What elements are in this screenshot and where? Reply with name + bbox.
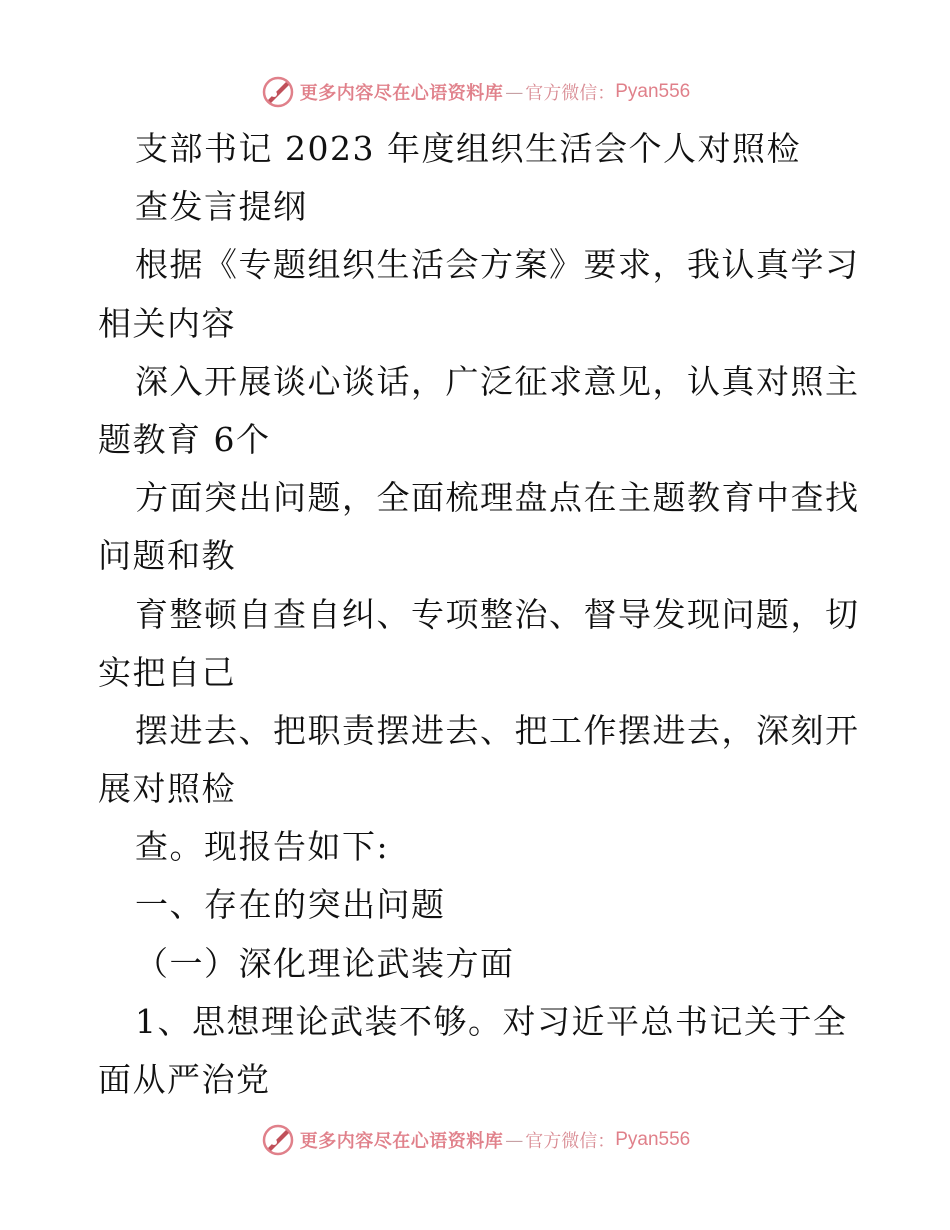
watermark-brand: 更多内容尽在心语资料库 [299,1131,504,1152]
document-line: 题教育 6个 [98,419,271,459]
watermark-wechat-label: 官方微信： [525,83,616,104]
watermark-wechat-id: Pyan556 [615,81,691,102]
document-line: 查发言提纲 [135,187,308,227]
document-line: 根据《专题组织生活会方案》要求，我认真学习 [135,245,860,285]
document-line: 面从严治党 [98,1060,271,1099]
document-line: 方面突出问题，全面梳理盘点在主题教育中查找 [135,478,860,518]
document-line: 育整顿自查自纠、专项整治、督导发现问题，切 [135,594,860,634]
document-line: 问题和教 [98,536,236,576]
pen-circle-logo-icon [260,1122,296,1158]
document-line: 摆进去、把职责摆进去、把工作摆进去，深刻开 [135,710,860,750]
document-line: （一）深化理论武装方面 [135,943,515,983]
document-line: 实把自己 [98,652,236,692]
watermark-brand: 更多内容尽在心语资料库 [299,83,504,104]
document-line: 一、存在的突出问题 [135,885,446,925]
document-line: 展对照检 [98,769,236,809]
watermark-footer [0,1118,950,1162]
watermark-header [0,70,950,114]
pen-circle-logo-icon [260,74,296,110]
document-line: 1、思想理论武装不够。对习近平总书记关于全 [135,1001,848,1041]
watermark-wechat-id: Pyan556 [615,1129,691,1150]
document-line: 查。现报告如下: [135,827,390,867]
watermark-wechat-label: 官方微信： [525,1131,616,1152]
watermark-separator: — [505,81,524,103]
document-line: 相关内容 [98,303,236,343]
watermark-separator: — [505,1129,524,1151]
document-line: 深入开展谈心谈话，广泛征求意见，认真对照主 [135,361,860,401]
document-body [98,120,858,1109]
document-line: 支部书记 2023 年度组织生活会个人对照检 [135,129,801,168]
